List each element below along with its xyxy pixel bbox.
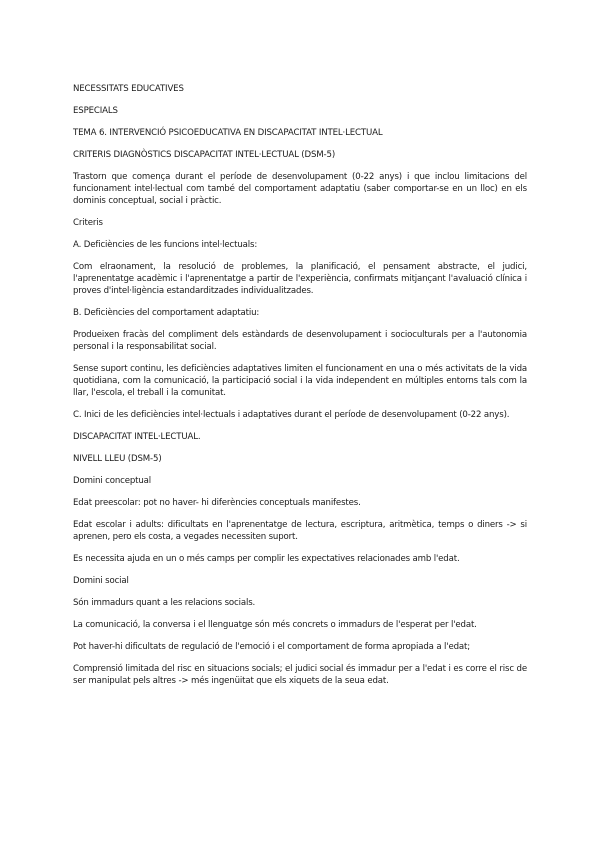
- conceptual-paragraph-1: Edat preescolar: pot no haver- hi diferències conceptuals manifestes.: [73, 498, 361, 508]
- conceptual-paragraph-2: Edat escolar i adults: dificultats en l'aprenentatge de lectura, escriptura, aritmètica, temps o diners -> si aprenen, pero els costa, a vegades necessiten suport.: [73, 520, 527, 542]
- criterion-b-paragraph-2: Sense suport continu, les deficiències adaptatives limiten el funcionament en una o més activitats de la vida quotidiana, com la comunicació, la participació social i la vida independent en múltiples entorns tals com la llar, l'escola, el treball i la comunitat.: [73, 364, 527, 398]
- subheading-domini-social: Domini social: [73, 576, 129, 586]
- subheading-criteris: Criteris: [73, 218, 103, 228]
- social-paragraph-4: Comprensió limitada del risc en situacions socials; el judici social és immadur per a l'edat i es corre el risc de ser manipulat pels altres -> més ingenüitat que els xiquets de la seua edat.: [73, 664, 527, 686]
- doc-title-line-2: ESPECIALS: [73, 106, 118, 116]
- criterion-c-paragraph: C. Inici de les deficiències intel·lectuals i adaptatives durant el període de desenvolupament (0-22 anys).: [73, 410, 510, 420]
- subheading-domini-conceptual: Domini conceptual: [73, 476, 152, 486]
- social-paragraph-2: La comunicació, la conversa i el llenguatge són més concrets o immadurs de l'esperat per l'edat.: [73, 620, 477, 630]
- doc-title-line-1: NECESSITATS EDUCATIVES: [73, 84, 184, 94]
- topic-heading: TEMA 6. INTERVENCIÓ PSICOEDUCATIVA EN DISCAPACITAT INTEL·LECTUAL: [73, 128, 383, 138]
- criterion-a-paragraph: Com elraonament, la resolució de problemes, la planificació, el pensament abstracte, el judici, l'aprenentatge acadèmic i l'aprenentatge a partir de l'experiència, confirmats mitjançant l'avaluació clínica i proves d'intel·ligència estandarditzades individualitzades.: [73, 262, 527, 296]
- conceptual-paragraph-3: Es necessita ajuda en un o més camps per complir les expectatives relacionades amb l'edat.: [73, 554, 460, 564]
- definition-paragraph: Trastorn que comença durant el període de desenvolupament (0-22 anys) i que inclou limitacions del funcionament intel·lectual com també del comportament adaptatiu (saber comportar-se en un lloc) en els dominis conceptual, social i pràctic.: [73, 172, 527, 206]
- criterion-b-heading: B. Deficiències del comportament adaptatiu:: [73, 308, 260, 318]
- criterion-a-heading: A. Deficiències de les funcions intel·lectuals:: [73, 240, 258, 250]
- section-heading-discapacitat: DISCAPACITAT INTEL·LECTUAL.: [73, 432, 201, 442]
- criterion-b-paragraph-1: Produeixen fracàs del compliment dels estàndards de desenvolupament i socioculturals per a l'autonomia personal i la responsabilitat social.: [73, 330, 527, 352]
- subheading-nivell-lleu: NIVELL LLEU (DSM-5): [73, 454, 162, 464]
- social-paragraph-3: Pot haver-hi dificultats de regulació de l'emoció i el comportament de forma apropiada a l'edat;: [73, 642, 470, 652]
- social-paragraph-1: Són immadurs quant a les relacions socials.: [73, 598, 256, 608]
- section-heading-criteria-dsm5: CRITERIS DIAGNÒSTICS DISCAPACITAT INTEL·LECTUAL (DSM-5): [73, 150, 336, 160]
